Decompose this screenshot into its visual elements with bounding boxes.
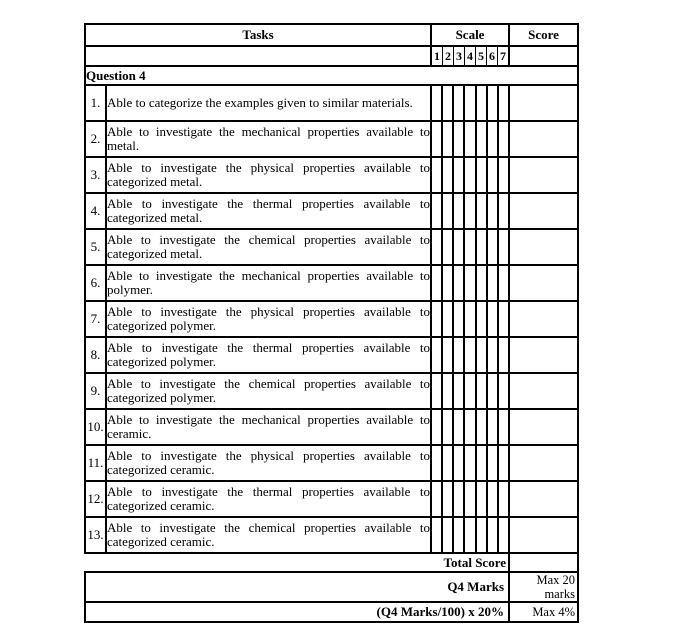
task-number: 6. [85, 265, 106, 301]
scale-checkbox[interactable] [499, 374, 508, 408]
task-number: 11. [85, 445, 106, 481]
scale-checkbox[interactable] [454, 410, 465, 444]
header-row [85, 24, 578, 46]
total-score-label: Total Score [85, 553, 509, 572]
scale-checkbox[interactable] [499, 230, 508, 264]
scale-checkbox[interactable] [499, 266, 508, 300]
scale-checkbox[interactable] [443, 230, 454, 264]
scale-checkbox[interactable] [454, 302, 465, 336]
q4-marks-max: Max 20 marks [509, 572, 578, 602]
scale-checkbox[interactable] [443, 518, 454, 552]
scale-checkbox[interactable] [465, 194, 476, 228]
rubric-container [84, 23, 579, 623]
scale-checkbox[interactable] [488, 302, 499, 336]
scale-rating-cell [431, 409, 509, 445]
score-cell[interactable] [509, 229, 578, 265]
scale-rating-cell [431, 445, 509, 481]
scale-checkbox[interactable] [477, 122, 488, 156]
scale-checkbox[interactable] [477, 266, 488, 300]
scale-number: 1 [432, 47, 443, 65]
task-text: Able to investigate the thermal properties available to categorized metal. [106, 193, 431, 229]
percent-max: Max 4% [509, 602, 578, 622]
score-cell[interactable] [509, 301, 578, 337]
scale-rating-cell [431, 121, 509, 157]
task-text: Able to investigate the chemical properties available to categorized polymer. [106, 373, 431, 409]
scale-checkbox[interactable] [477, 518, 488, 552]
scale-checkbox[interactable] [454, 482, 465, 516]
scale-checkbox[interactable] [477, 482, 488, 516]
scale-checkbox[interactable] [499, 338, 508, 372]
scale-numbers-cell [431, 46, 509, 66]
task-row [85, 265, 578, 301]
task-text: Able to investigate the mechanical properties available to ceramic. [106, 409, 431, 445]
scale-checkbox[interactable] [488, 482, 499, 516]
scale-checkbox[interactable] [432, 266, 443, 300]
scale-checkbox[interactable] [443, 302, 454, 336]
task-row [85, 409, 578, 445]
scale-checkbox[interactable] [432, 86, 443, 120]
scale-checkbox[interactable] [465, 230, 476, 264]
scale-checkbox[interactable] [432, 446, 443, 480]
scale-checkbox[interactable] [465, 266, 476, 300]
task-row [85, 157, 578, 193]
scale-checkbox[interactable] [443, 86, 454, 120]
score-cell[interactable] [509, 193, 578, 229]
scale-rating-cell [431, 265, 509, 301]
scale-checkbox[interactable] [477, 302, 488, 336]
scale-checkbox[interactable] [499, 482, 508, 516]
task-number: 7. [85, 301, 106, 337]
score-cell[interactable] [509, 373, 578, 409]
scale-rating-cell [431, 481, 509, 517]
score-cell[interactable] [509, 409, 578, 445]
total-score-row [85, 553, 578, 572]
scale-checkbox[interactable] [443, 122, 454, 156]
scale-checkbox[interactable] [454, 446, 465, 480]
task-text: Able to investigate the thermal properties available to categorized polymer. [106, 337, 431, 373]
scale-checkbox[interactable] [454, 266, 465, 300]
scale-number: 7 [500, 49, 507, 63]
task-number: 4. [85, 193, 106, 229]
task-text: Able to categorize the examples given to similar materials. [106, 85, 431, 121]
scale-checkbox[interactable] [488, 122, 499, 156]
task-number: 2. [85, 121, 106, 157]
scale-checkbox[interactable] [454, 122, 465, 156]
score-cell[interactable] [509, 517, 578, 553]
scale-checkbox[interactable] [499, 158, 508, 192]
scale-checkbox[interactable] [454, 194, 465, 228]
task-number: 3. [85, 157, 106, 193]
scale-checkbox[interactable] [443, 374, 454, 408]
task-number: 1. [85, 85, 106, 121]
section-title: Question 4 [85, 66, 578, 85]
scale-number: 5 [476, 47, 487, 65]
rubric-table [84, 23, 579, 623]
scale-number: 3 [454, 47, 465, 65]
task-row [85, 481, 578, 517]
task-number: 12. [85, 481, 106, 517]
task-text: Able to investigate the physical properties available to categorized polymer. [106, 301, 431, 337]
scale-checkbox[interactable] [432, 410, 443, 444]
scale-checkbox[interactable] [499, 302, 508, 336]
task-number: 10. [85, 409, 106, 445]
task-text: Able to investigate the chemical properties available to categorized metal. [106, 229, 431, 265]
scale-rating-cell [431, 373, 509, 409]
scale-checkbox[interactable] [477, 338, 488, 372]
task-text: Able to investigate the mechanical properties available to metal. [106, 121, 431, 157]
scale-checkbox[interactable] [477, 374, 488, 408]
scale-checkbox[interactable] [477, 230, 488, 264]
scale-number: 2 [443, 47, 454, 65]
scale-checkbox[interactable] [443, 410, 454, 444]
scale-rating-cell [431, 193, 509, 229]
score-cell[interactable] [509, 337, 578, 373]
scale-checkbox[interactable] [477, 158, 488, 192]
task-number: 13. [85, 517, 106, 553]
task-number: 9. [85, 373, 106, 409]
scale-number: 6 [487, 47, 498, 65]
scale-checkbox[interactable] [432, 230, 443, 264]
scale-number: 4 [465, 47, 476, 65]
percent-row [85, 602, 578, 622]
task-row [85, 85, 578, 121]
total-score-cell[interactable] [509, 553, 578, 572]
scale-checkbox[interactable] [465, 86, 476, 120]
scale-checkbox[interactable] [488, 86, 499, 120]
scale-checkbox[interactable] [432, 158, 443, 192]
scale-checkbox[interactable] [477, 194, 488, 228]
scale-checkbox[interactable] [443, 482, 454, 516]
scale-checkbox[interactable] [465, 482, 476, 516]
scale-checkbox[interactable] [488, 230, 499, 264]
scale-rating-cell [431, 229, 509, 265]
score-cell[interactable] [509, 121, 578, 157]
scale-checkbox[interactable] [465, 446, 476, 480]
scale-checkbox[interactable] [443, 338, 454, 372]
scale-checkbox[interactable] [443, 266, 454, 300]
scale-checkbox[interactable] [488, 266, 499, 300]
task-text: Able to investigate the physical properties available to categorized ceramic. [106, 445, 431, 481]
scale-rating-cell [431, 337, 509, 373]
task-text: Able to investigate the mechanical properties available to polymer. [106, 265, 431, 301]
scale-checkbox[interactable] [465, 518, 476, 552]
scale-rating-cell [431, 157, 509, 193]
task-number: 8. [85, 337, 106, 373]
scale-number-row [85, 46, 578, 66]
q4-marks-row [85, 572, 578, 602]
scale-checkbox[interactable] [477, 410, 488, 444]
scale-checkbox[interactable] [454, 86, 465, 120]
blank-header-cell [85, 46, 431, 66]
percent-label: (Q4 Marks/100) x 20% [85, 602, 509, 622]
scale-checkbox[interactable] [432, 194, 443, 228]
scale-checkbox[interactable] [432, 518, 443, 552]
scale-checkbox[interactable] [454, 518, 465, 552]
scale-checkbox[interactable] [488, 158, 499, 192]
scale-checkbox[interactable] [454, 338, 465, 372]
scale-checkbox[interactable] [499, 446, 508, 480]
scale-header: Scale [431, 24, 509, 46]
scale-checkbox[interactable] [499, 122, 508, 156]
scale-checkbox[interactable] [488, 518, 499, 552]
scale-checkbox[interactable] [465, 122, 476, 156]
scale-checkbox[interactable] [488, 374, 499, 408]
scale-checkbox[interactable] [488, 410, 499, 444]
scale-checkbox[interactable] [432, 374, 443, 408]
scale-checkbox[interactable] [465, 410, 476, 444]
scale-checkbox[interactable] [432, 302, 443, 336]
task-row [85, 337, 578, 373]
scale-checkbox[interactable] [477, 446, 488, 480]
task-row [85, 301, 578, 337]
scale-checkbox[interactable] [454, 230, 465, 264]
section-row [85, 66, 578, 85]
scale-checkbox[interactable] [499, 410, 508, 444]
scale-checkbox[interactable] [432, 482, 443, 516]
q4-marks-label: Q4 Marks [85, 572, 509, 602]
task-row [85, 373, 578, 409]
score-cell[interactable] [509, 265, 578, 301]
scale-checkbox[interactable] [465, 374, 476, 408]
task-row [85, 517, 578, 553]
task-row [85, 193, 578, 229]
task-text: Able to investigate the thermal properties available to categorized ceramic. [106, 481, 431, 517]
score-cell[interactable] [509, 157, 578, 193]
task-row [85, 445, 578, 481]
scale-checkbox[interactable] [488, 446, 499, 480]
scale-checkbox[interactable] [454, 374, 465, 408]
scale-checkbox[interactable] [488, 194, 499, 228]
score-cell[interactable] [509, 445, 578, 481]
scale-rating-cell [431, 301, 509, 337]
score-header: Score [509, 24, 578, 46]
scale-checkbox[interactable] [465, 338, 476, 372]
scale-checkbox[interactable] [499, 86, 508, 120]
scale-checkbox[interactable] [454, 158, 465, 192]
scale-checkbox[interactable] [443, 194, 454, 228]
scale-checkbox[interactable] [432, 122, 443, 156]
scale-checkbox[interactable] [443, 446, 454, 480]
tasks-header: Tasks [85, 24, 431, 46]
scale-rating-cell [431, 85, 509, 121]
scale-checkbox[interactable] [477, 86, 488, 120]
task-number: 5. [85, 229, 106, 265]
scale-checkbox[interactable] [432, 338, 443, 372]
task-text: Able to investigate the physical properties available to categorized metal. [106, 157, 431, 193]
task-row [85, 229, 578, 265]
scale-checkbox[interactable] [465, 158, 476, 192]
blank-score-header-cell [509, 46, 578, 66]
task-row [85, 121, 578, 157]
scale-checkbox[interactable] [499, 518, 508, 552]
scale-checkbox[interactable] [488, 338, 499, 372]
scale-checkbox[interactable] [465, 302, 476, 336]
scale-checkbox[interactable] [443, 158, 454, 192]
score-cell[interactable] [509, 85, 578, 121]
score-cell[interactable] [509, 481, 578, 517]
scale-checkbox[interactable] [499, 194, 508, 228]
scale-rating-cell [431, 517, 509, 553]
task-text: Able to investigate the chemical properties available to categorized ceramic. [106, 517, 431, 553]
